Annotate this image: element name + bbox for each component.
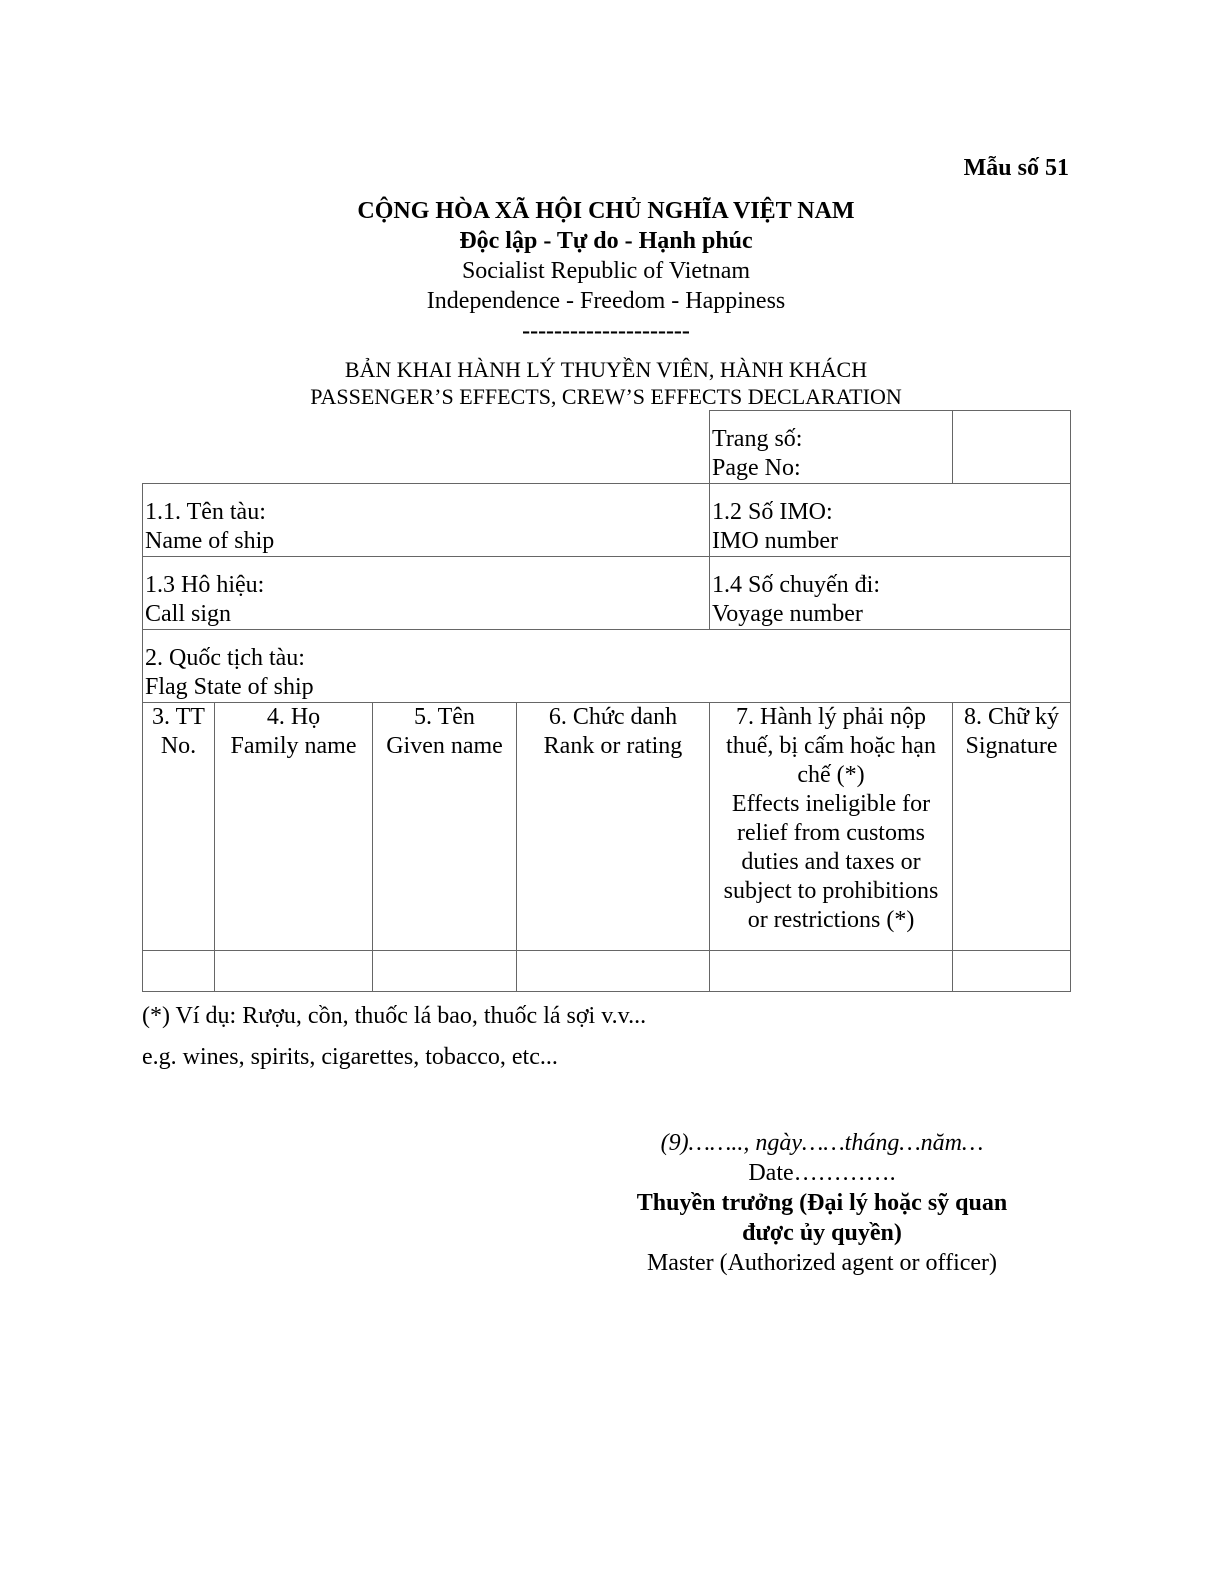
title-vi: BẢN KHAI HÀNH LÝ THUYỀN VIÊN, HÀNH KHÁCH <box>344 357 868 382</box>
flag-label-vi: 2. Quốc tịch tàu: <box>145 645 305 671</box>
column-effects-en: Effects ineligible for relief from customs duties and taxes or subject to prohibitions or restrictions (*) <box>723 791 939 933</box>
cell-family-name[interactable] <box>215 951 373 992</box>
voyage-label-en: Voyage number <box>712 601 863 627</box>
title-en: PASSENGER’S EFFECTS, CREW’S EFFECTS DECLARATION <box>310 384 902 409</box>
call-sign-row <box>143 557 1071 630</box>
ship-name-label-en: Name of ship <box>145 528 275 554</box>
page-row-blank <box>143 411 710 484</box>
ship-name-label-vi: 1.1. Tên tàu: <box>145 499 266 525</box>
column-header-family-name <box>215 703 373 951</box>
column-no-en: No. <box>160 733 197 759</box>
column-effects-vi: 7. Hành lý phải nộp thuế, bị cấm hoặc hạn chế (*) <box>726 704 936 788</box>
column-header-no <box>143 703 215 951</box>
signature-block <box>612 1128 1032 1278</box>
page-number-field[interactable] <box>953 411 1071 484</box>
country-name-en: Socialist Republic of Vietnam <box>461 258 751 284</box>
table-row <box>143 951 1071 992</box>
column-header-row <box>143 703 1071 951</box>
column-rank-vi: 6. Chức danh <box>548 704 678 730</box>
footnote-en: e.g. wines, spirits, cigarettes, tobacco, etc... <box>142 1044 558 1070</box>
motto-en: Independence - Freedom - Happiness <box>426 288 786 314</box>
column-given-name-vi: 5. Tên <box>414 704 475 730</box>
flag-state-row <box>143 630 1071 703</box>
column-no-vi: 3. TT <box>152 704 205 730</box>
imo-label-vi: 1.2 Số IMO: <box>712 499 833 525</box>
flag-label-en: Flag State of ship <box>145 674 314 700</box>
cell-signature[interactable] <box>953 951 1071 992</box>
header-divider: --------------------- <box>522 318 690 344</box>
ship-name-field[interactable] <box>143 484 710 557</box>
imo-label-en: IMO number <box>712 528 838 554</box>
signer-role-en: Master (Authorized agent or officer) <box>646 1250 998 1276</box>
voyage-label-vi: 1.4 Số chuyến đi: <box>712 572 880 598</box>
signer-role-vi-line2: được ủy quyền) <box>742 1220 902 1246</box>
column-rank-en: Rank or rating <box>543 733 683 759</box>
call-sign-label-en: Call sign <box>145 601 232 627</box>
column-header-rank <box>517 703 710 951</box>
column-header-signature <box>953 703 1071 951</box>
page-number-row <box>143 411 1071 484</box>
footnote-vi: (*) Ví dụ: Rượu, cồn, thuốc lá bao, thuốc lá sợi v.v... <box>142 1003 647 1029</box>
country-name-vi: CỘNG HÒA XÃ HỘI CHỦ NGHĨA VIỆT NAM <box>357 198 855 224</box>
national-header <box>0 196 1212 346</box>
column-family-name-vi: 4. Họ <box>266 704 321 730</box>
signer-role-vi-line1: Thuyền trưởng (Đại lý hoặc sỹ quan <box>636 1190 1008 1216</box>
column-given-name-en: Given name <box>386 733 503 759</box>
column-signature-vi: 8. Chữ ký <box>963 704 1059 730</box>
column-header-given-name <box>373 703 517 951</box>
column-signature-en: Signature <box>965 733 1058 759</box>
imo-number-field[interactable] <box>710 484 1071 557</box>
page-number-label-vi: Trang số: <box>712 426 803 452</box>
declaration-table <box>142 410 1071 992</box>
motto-vi: Độc lập - Tự do - Hạnh phúc <box>459 228 753 254</box>
cell-no[interactable] <box>143 951 215 992</box>
cell-effects[interactable] <box>710 951 953 992</box>
flag-state-field[interactable] <box>143 630 1071 703</box>
column-header-effects <box>710 703 953 951</box>
ship-name-row <box>143 484 1071 557</box>
page-number-label-en: Page No: <box>712 455 801 481</box>
voyage-number-field[interactable] <box>710 557 1071 630</box>
date-en: Date…………. <box>748 1160 896 1186</box>
call-sign-field[interactable] <box>143 557 710 630</box>
cell-rank[interactable] <box>517 951 710 992</box>
cell-given-name[interactable] <box>373 951 517 992</box>
page-number-label <box>710 411 953 484</box>
place-date-vi: (9)…….., ngày……tháng…năm… <box>660 1130 984 1156</box>
call-sign-label-vi: 1.3 Hô hiệu: <box>145 572 265 598</box>
document-title <box>0 356 1212 410</box>
column-family-name-en: Family name <box>230 733 357 759</box>
form-number: Mẫu số 51 <box>963 155 1069 181</box>
